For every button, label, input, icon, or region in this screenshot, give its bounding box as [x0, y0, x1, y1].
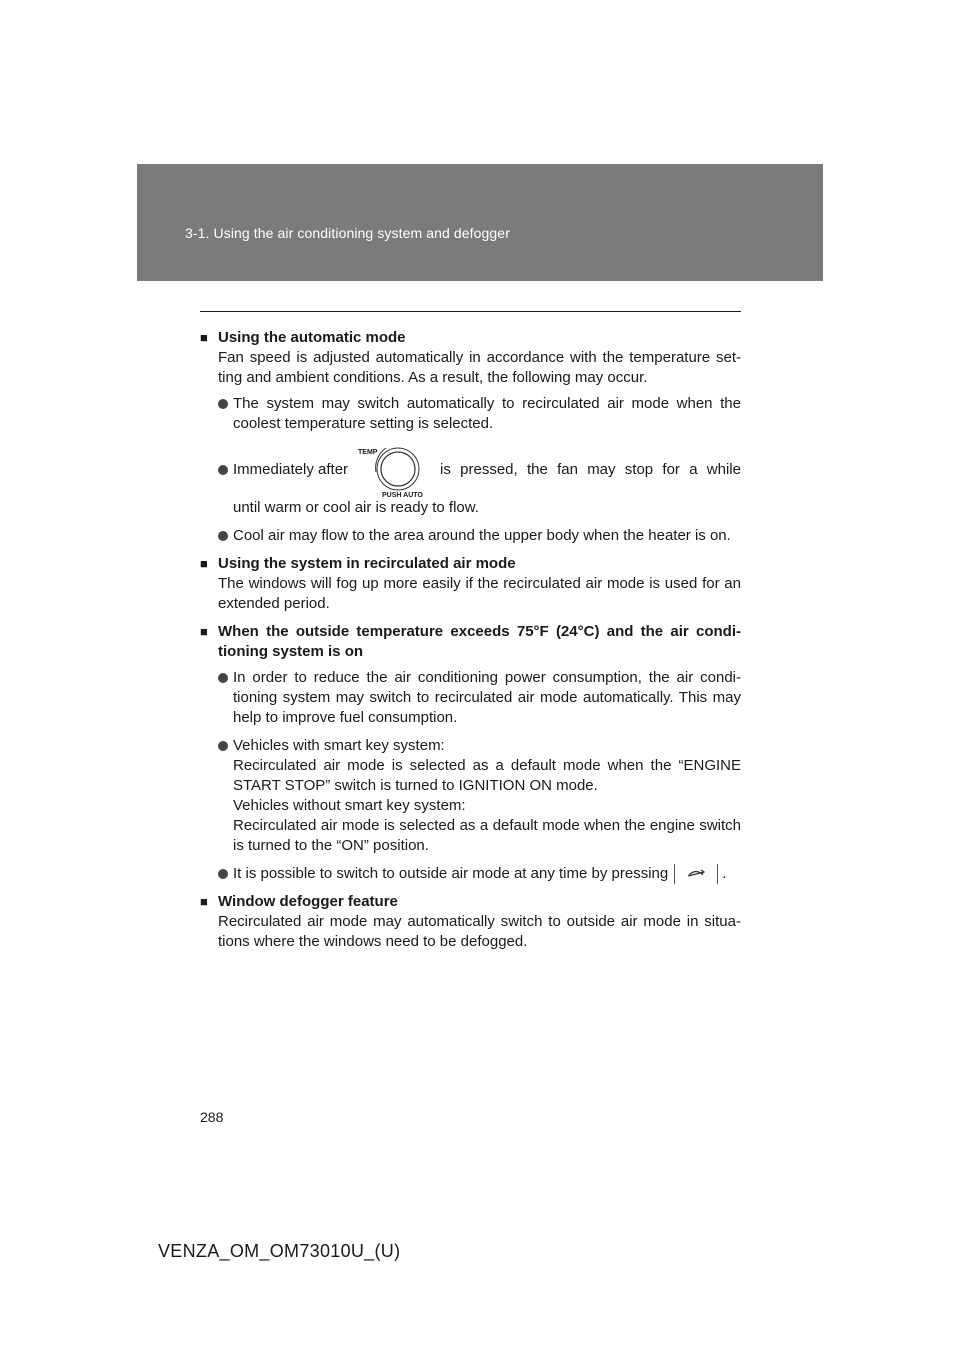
- outside-air-button-icon: [674, 864, 718, 884]
- section-paragraph: The windows will fog up more easily if the recirculated air mode is used for an extended period.: [218, 575, 741, 612]
- section-automatic-mode: [200, 328, 741, 546]
- bullet-dot-icon: [218, 531, 228, 541]
- square-bullet-icon: ■: [200, 556, 208, 571]
- section-heading: ■ Window defogger feature: [200, 893, 398, 911]
- temp-dial-icon: [352, 442, 436, 498]
- bullet-list: [218, 668, 741, 884]
- bullet-list: [218, 394, 741, 546]
- list-item: In order to reduce the air conditioning power consumption, the air condi-tioning system may switch to recirculated air mode automatically. This may help to improve fuel consumption.: [218, 668, 741, 728]
- bullet-dot-icon: [218, 741, 228, 751]
- page-number: 288: [200, 1109, 224, 1125]
- bullet-dot-icon: [218, 869, 228, 879]
- list-item: Immediately after TEMP PUSH AUTO is pressed, the fan may stop for a while until warm or cool air is ready to flow.: [218, 442, 741, 518]
- main-content: [200, 328, 741, 960]
- section-paragraph: Recirculated air mode may automatically switch to outside air mode in situa-tions where the windows need to be defogged.: [218, 913, 741, 951]
- square-bullet-icon: ■: [200, 624, 208, 639]
- bullet-dot-icon: [218, 465, 228, 475]
- square-bullet-icon: ■: [200, 330, 208, 345]
- section-title: 3-1. Using the air conditioning system and defogger: [185, 225, 510, 241]
- dial-top-label: TEMP: [358, 449, 378, 456]
- section-heading: ■ When the outside temperature exceeds 75°F (24°C) and the air condi- tioning system is on: [200, 623, 741, 660]
- list-item: Cool air may flow to the area around the upper body when the heater is on.: [218, 526, 741, 546]
- square-bullet-icon: ■: [200, 894, 208, 910]
- section-paragraph: Fan speed is adjusted automatically in accordance with the temperature set-ting and ambient conditions. As a result, the following may occur.: [218, 349, 741, 386]
- list-item: It is possible to switch to outside air mode at any time by pressing .: [218, 864, 741, 884]
- header-band: [137, 164, 823, 281]
- section-heading: ■ Using the system in recirculated air mode: [200, 555, 516, 572]
- section-window-defogger: [200, 892, 741, 952]
- list-item: The system may switch automatically to recirculated air mode when the coolest temperature setting is selected.: [218, 394, 741, 434]
- bullet-dot-icon: [218, 673, 228, 683]
- list-item: Vehicles with smart key system: Recirculated air mode is selected as a default mode when the “ENGINE START STOP” switch is turned to IGNITION ON mode. Vehicles without smart key system: Recirculated air mode is selected as a default mode when the engine switch is turned to the “ON” position.: [218, 736, 741, 856]
- section-outside-temperature: [200, 622, 741, 884]
- bullet-dot-icon: [218, 399, 228, 409]
- divider-rule: [200, 311, 741, 312]
- section-recirculated-mode: [200, 554, 741, 614]
- footer-document-code: VENZA_OM_OM73010U_(U): [158, 1241, 401, 1261]
- dial-bottom-label: PUSH AUTO: [382, 492, 423, 498]
- section-heading: ■ Using the automatic mode: [200, 329, 406, 346]
